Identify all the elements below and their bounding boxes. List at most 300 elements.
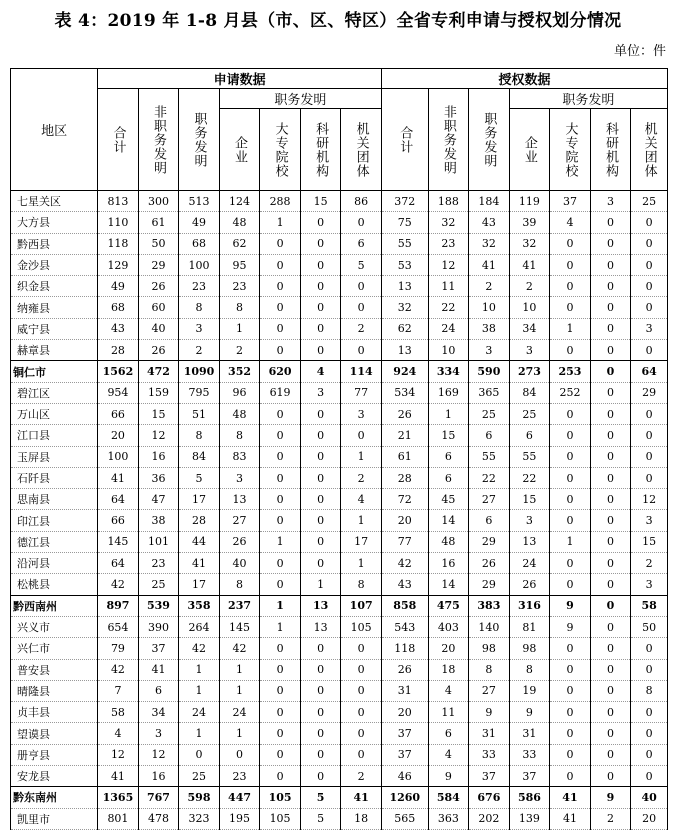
value-cell: 42 [179,638,220,659]
value-cell: 1 [260,212,301,233]
value-cell: 28 [98,340,139,361]
value-cell: 114 [341,361,382,382]
value-cell: 0 [550,702,591,723]
value-cell: 1 [260,595,301,616]
value-cell: 49 [179,212,220,233]
value-cell: 1562 [98,361,139,382]
value-cell: 107 [341,595,382,616]
value-cell: 0 [300,276,341,297]
value-cell: 1 [219,659,260,680]
value-cell: 25 [509,403,550,424]
value-cell: 6 [341,233,382,254]
value-cell: 0 [300,318,341,339]
region-cell: 松桃县 [11,574,98,595]
value-cell: 534 [381,382,428,403]
value-cell: 0 [631,425,668,446]
value-cell: 0 [260,702,301,723]
value-cell: 3 [341,403,382,424]
value-cell: 0 [550,276,591,297]
value-cell: 0 [590,638,631,659]
value-cell: 28 [381,467,428,488]
value-cell: 18 [428,659,469,680]
value-cell: 0 [260,553,301,574]
value-cell: 3 [138,723,179,744]
table-row [11,446,668,467]
header-app-service-invention: 职务发明 [219,89,381,109]
header-grant-non-service: 非职务发明 [428,89,469,191]
value-cell: 66 [98,510,139,531]
region-cell: 铜仁市 [11,361,98,382]
value-cell: 323 [179,808,220,829]
value-cell: 403 [428,616,469,637]
table-row [11,574,668,595]
value-cell: 4 [341,489,382,510]
value-cell: 0 [341,340,382,361]
value-cell: 20 [381,702,428,723]
value-cell: 801 [98,808,139,829]
header-grant-group: 授权数据 [381,69,667,89]
value-cell: 28 [179,510,220,531]
value-cell: 1 [219,680,260,701]
value-cell: 472 [138,361,179,382]
value-cell: 37 [381,744,428,765]
table-row [11,766,668,787]
value-cell: 1 [550,318,591,339]
value-cell: 41 [98,467,139,488]
value-cell: 0 [590,340,631,361]
value-cell: 25 [138,574,179,595]
value-cell: 0 [300,723,341,744]
value-cell: 543 [381,616,428,637]
value-cell: 40 [219,553,260,574]
value-cell: 50 [631,616,668,637]
value-cell: 8 [179,297,220,318]
value-cell: 3 [509,340,550,361]
header-app-service: 职务发明 [179,89,220,191]
header-application-group: 申请数据 [98,69,382,89]
value-cell: 33 [469,744,510,765]
value-cell: 565 [381,808,428,829]
value-cell: 169 [428,382,469,403]
value-cell: 24 [428,318,469,339]
value-cell: 1 [550,531,591,552]
value-cell: 46 [381,766,428,787]
value-cell: 61 [138,212,179,233]
region-cell: 玉屏县 [11,446,98,467]
value-cell: 184 [469,191,510,212]
value-cell: 2 [590,808,631,829]
value-cell: 0 [590,531,631,552]
value-cell: 897 [98,595,139,616]
unit-label: 单位：件 [613,44,666,59]
value-cell: 3 [631,510,668,531]
value-cell: 513 [179,191,220,212]
value-cell: 676 [469,787,510,808]
value-cell: 0 [631,297,668,318]
value-cell: 3 [469,340,510,361]
value-cell: 0 [631,212,668,233]
value-cell: 253 [550,361,591,382]
value-cell: 0 [300,446,341,467]
value-cell: 4 [300,361,341,382]
value-cell: 0 [341,276,382,297]
value-cell: 0 [300,340,341,361]
value-cell: 29 [469,531,510,552]
value-cell: 25 [631,191,668,212]
header-grant-college: 大专院校 [550,109,591,191]
region-cell: 贞丰县 [11,702,98,723]
table-row [11,276,668,297]
value-cell: 237 [219,595,260,616]
value-cell: 1 [260,616,301,637]
value-cell: 0 [300,489,341,510]
value-cell: 0 [590,212,631,233]
table-row [11,553,668,574]
value-cell: 288 [260,191,301,212]
value-cell: 0 [631,723,668,744]
value-cell: 98 [509,638,550,659]
value-cell: 0 [260,766,301,787]
value-cell: 23 [219,276,260,297]
value-cell: 813 [98,191,139,212]
value-cell: 0 [341,212,382,233]
value-cell: 68 [98,297,139,318]
value-cell: 9 [550,595,591,616]
value-cell: 58 [631,595,668,616]
value-cell: 0 [590,723,631,744]
value-cell: 6 [428,467,469,488]
region-cell: 德江县 [11,531,98,552]
value-cell: 0 [550,574,591,595]
value-cell: 0 [631,446,668,467]
value-cell: 0 [260,638,301,659]
value-cell: 32 [469,233,510,254]
value-cell: 25 [179,766,220,787]
value-cell: 0 [590,680,631,701]
value-cell: 316 [509,595,550,616]
table-row [11,403,668,424]
value-cell: 81 [509,616,550,637]
value-cell: 0 [590,446,631,467]
value-cell: 0 [590,616,631,637]
value-cell: 124 [219,191,260,212]
value-cell: 13 [381,276,428,297]
value-cell: 2 [219,340,260,361]
value-cell: 47 [138,489,179,510]
region-cell: 思南县 [11,489,98,510]
value-cell: 2 [341,467,382,488]
value-cell: 27 [219,510,260,531]
value-cell: 4 [550,212,591,233]
value-cell: 0 [179,744,220,765]
value-cell: 0 [550,403,591,424]
value-cell: 0 [550,489,591,510]
value-cell: 17 [179,489,220,510]
value-cell: 0 [260,723,301,744]
table-row [11,659,668,680]
value-cell: 0 [300,766,341,787]
value-cell: 26 [381,659,428,680]
value-cell: 365 [469,382,510,403]
value-cell: 0 [300,425,341,446]
value-cell: 38 [469,318,510,339]
value-cell: 15 [509,489,550,510]
table-row [11,382,668,403]
value-cell: 0 [219,744,260,765]
value-cell: 0 [300,297,341,318]
value-cell: 24 [509,553,550,574]
value-cell: 1 [300,574,341,595]
value-cell: 41 [98,766,139,787]
value-cell: 3 [179,318,220,339]
value-cell: 9 [469,702,510,723]
value-cell: 0 [550,340,591,361]
value-cell: 619 [260,382,301,403]
value-cell: 145 [98,531,139,552]
patent-table [10,68,668,830]
value-cell: 264 [179,616,220,637]
value-cell: 36 [138,467,179,488]
value-cell: 12 [98,744,139,765]
value-cell: 145 [219,616,260,637]
value-cell: 26 [469,553,510,574]
value-cell: 10 [509,297,550,318]
value-cell: 0 [300,638,341,659]
value-cell: 0 [631,638,668,659]
value-cell: 2 [341,766,382,787]
value-cell: 0 [550,680,591,701]
table-row [11,212,668,233]
value-cell: 43 [98,318,139,339]
value-cell: 16 [138,766,179,787]
value-cell: 26 [219,531,260,552]
value-cell: 75 [381,212,428,233]
value-cell: 5 [300,808,341,829]
region-cell: 凯里市 [11,808,98,829]
value-cell: 0 [590,233,631,254]
value-cell: 60 [138,297,179,318]
table-row [11,680,668,701]
value-cell: 7 [98,680,139,701]
value-cell: 0 [550,254,591,275]
value-cell: 139 [509,808,550,829]
value-cell: 0 [550,425,591,446]
value-cell: 32 [381,297,428,318]
value-cell: 105 [260,808,301,829]
value-cell: 41 [509,254,550,275]
value-cell: 0 [631,403,668,424]
value-cell: 0 [590,489,631,510]
header-app-total: 合计 [98,89,139,191]
value-cell: 0 [590,574,631,595]
value-cell: 0 [631,744,668,765]
region-cell: 望谟县 [11,723,98,744]
value-cell: 0 [550,446,591,467]
table-title: 表 4：2019 年 1-8 月县（市、区、特区）全省专利申请与授权划分情况 [54,11,622,31]
table-row [11,340,668,361]
value-cell: 0 [341,723,382,744]
region-cell: 金沙县 [11,254,98,275]
value-cell: 954 [98,382,139,403]
value-cell: 17 [341,531,382,552]
value-cell: 55 [509,446,550,467]
table-row [11,744,668,765]
value-cell: 0 [300,702,341,723]
value-cell: 539 [138,595,179,616]
value-cell: 1 [219,723,260,744]
value-cell: 6 [138,680,179,701]
value-cell: 26 [138,276,179,297]
value-cell: 62 [381,318,428,339]
value-cell: 53 [381,254,428,275]
value-cell: 14 [428,574,469,595]
value-cell: 77 [381,531,428,552]
value-cell: 12 [138,744,179,765]
value-cell: 4 [428,744,469,765]
value-cell: 18 [341,808,382,829]
value-cell: 159 [138,382,179,403]
value-cell: 20 [428,638,469,659]
value-cell: 27 [469,489,510,510]
value-cell: 0 [341,659,382,680]
region-cell: 纳雍县 [11,297,98,318]
value-cell: 0 [590,659,631,680]
value-cell: 0 [341,638,382,659]
header-app-non-service: 非职务发明 [138,89,179,191]
table-row [11,702,668,723]
value-cell: 64 [98,489,139,510]
value-cell: 10 [469,297,510,318]
value-cell: 26 [381,403,428,424]
value-cell: 1365 [98,787,139,808]
value-cell: 0 [590,425,631,446]
value-cell: 13 [381,340,428,361]
value-cell: 98 [469,638,510,659]
value-cell: 6 [428,723,469,744]
value-cell: 0 [300,212,341,233]
header-app-institution: 机关团体 [341,109,382,191]
value-cell: 31 [381,680,428,701]
value-cell: 14 [428,510,469,531]
value-cell: 43 [381,574,428,595]
value-cell: 62 [219,233,260,254]
value-cell: 15 [138,403,179,424]
value-cell: 83 [219,446,260,467]
value-cell: 0 [341,680,382,701]
value-cell: 0 [341,744,382,765]
table-row [11,638,668,659]
value-cell: 0 [260,510,301,531]
header-app-research: 科研机构 [300,109,341,191]
region-cell: 织金县 [11,276,98,297]
value-cell: 0 [260,340,301,361]
value-cell: 363 [428,808,469,829]
header-region: 地区 [11,69,98,191]
table-row [11,723,668,744]
value-cell: 0 [590,744,631,765]
value-cell: 66 [98,403,139,424]
value-cell: 4 [98,723,139,744]
value-cell: 37 [381,723,428,744]
value-cell: 1 [179,659,220,680]
value-cell: 24 [219,702,260,723]
value-cell: 0 [260,297,301,318]
value-cell: 12 [138,425,179,446]
header-grant-service-invention: 职务发明 [509,89,667,109]
value-cell: 95 [219,254,260,275]
value-cell: 105 [341,616,382,637]
value-cell: 42 [381,553,428,574]
value-cell: 3 [509,510,550,531]
value-cell: 2 [509,276,550,297]
value-cell: 372 [381,191,428,212]
value-cell: 20 [631,808,668,829]
value-cell: 0 [550,510,591,531]
value-cell: 6 [469,425,510,446]
header-app-enterprise: 企业 [219,109,260,191]
value-cell: 40 [631,787,668,808]
value-cell: 13 [219,489,260,510]
value-cell: 3 [631,318,668,339]
value-cell: 9 [509,702,550,723]
region-cell: 碧江区 [11,382,98,403]
value-cell: 8 [469,659,510,680]
value-cell: 17 [179,574,220,595]
value-cell: 4 [428,680,469,701]
value-cell: 41 [179,553,220,574]
value-cell: 26 [138,340,179,361]
value-cell: 188 [428,191,469,212]
table-row [11,425,668,446]
value-cell: 34 [509,318,550,339]
value-cell: 0 [590,318,631,339]
value-cell: 5 [341,254,382,275]
value-cell: 0 [300,510,341,531]
value-cell: 58 [98,702,139,723]
region-cell: 兴仁市 [11,638,98,659]
value-cell: 21 [381,425,428,446]
value-cell: 2 [631,553,668,574]
value-cell: 22 [428,297,469,318]
value-cell: 8 [219,574,260,595]
region-cell: 黔西南州 [11,595,98,616]
value-cell: 447 [219,787,260,808]
value-cell: 61 [381,446,428,467]
value-cell: 584 [428,787,469,808]
value-cell: 0 [260,318,301,339]
value-cell: 8 [341,574,382,595]
value-cell: 0 [260,659,301,680]
value-cell: 23 [179,276,220,297]
header-app-college: 大专院校 [260,109,301,191]
value-cell: 16 [428,553,469,574]
value-cell: 0 [631,659,668,680]
region-cell: 兴义市 [11,616,98,637]
value-cell: 0 [631,766,668,787]
value-cell: 23 [138,553,179,574]
value-cell: 0 [300,403,341,424]
value-cell: 767 [138,787,179,808]
value-cell: 8 [219,425,260,446]
value-cell: 3 [631,574,668,595]
value-cell: 1090 [179,361,220,382]
region-cell: 普安县 [11,659,98,680]
value-cell: 42 [98,574,139,595]
value-cell: 41 [550,787,591,808]
value-cell: 72 [381,489,428,510]
value-cell: 105 [260,787,301,808]
value-cell: 119 [509,191,550,212]
